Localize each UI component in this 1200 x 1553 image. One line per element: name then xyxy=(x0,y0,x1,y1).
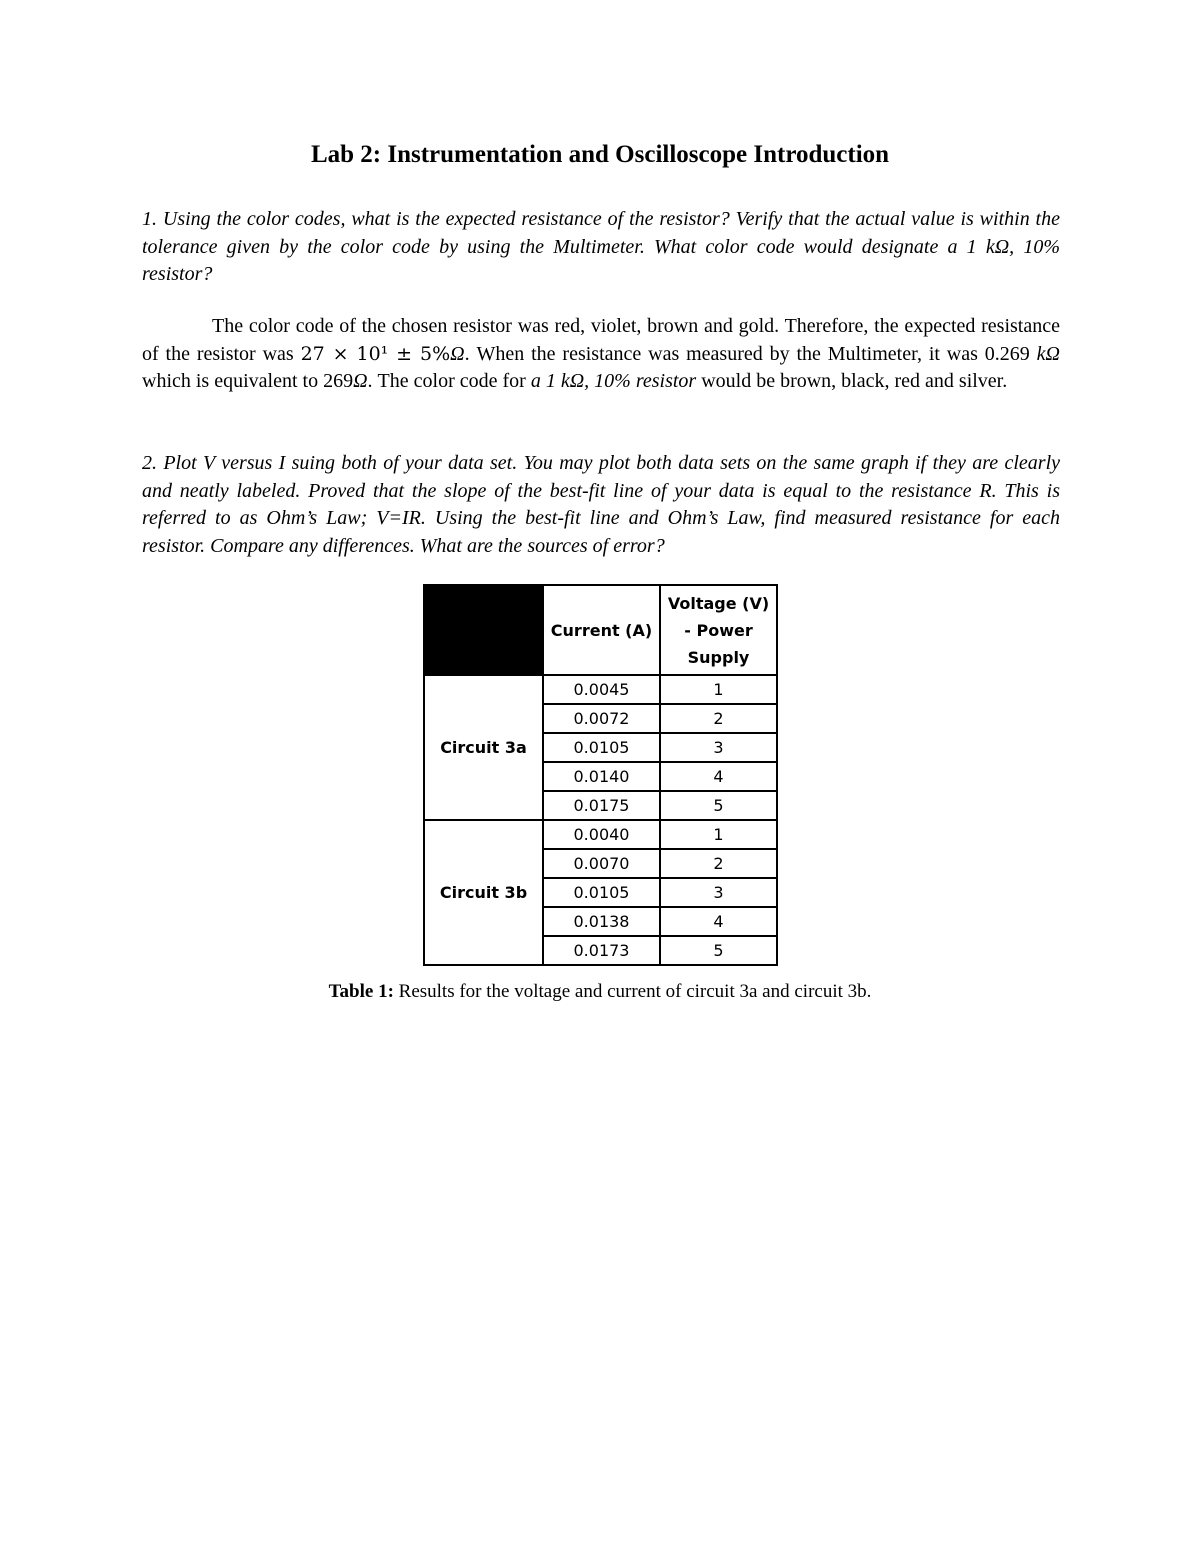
current-cell: 0.0070 xyxy=(543,849,660,878)
answer-1-part-5: would be brown, black, red and silver. xyxy=(696,370,1008,392)
current-cell: 0.0138 xyxy=(543,907,660,936)
current-cell: 0.0175 xyxy=(543,791,660,820)
answer-1-part-4: . The color code for xyxy=(367,370,531,392)
answer-1-part-3: which is equivalent to 269 xyxy=(142,370,354,392)
current-cell: 0.0072 xyxy=(543,704,660,733)
voltage-cell: 2 xyxy=(660,704,777,733)
expected-resistance-unit: Ω xyxy=(450,342,465,365)
header-voltage-line-2: - Power xyxy=(684,620,753,640)
voltage-cell: 3 xyxy=(660,733,777,762)
current-cell: 0.0105 xyxy=(543,878,660,907)
measured-unit: kΩ xyxy=(1036,342,1060,365)
current-cell: 0.0105 xyxy=(543,733,660,762)
results-table xyxy=(423,584,778,966)
voltage-cell: 5 xyxy=(660,791,777,820)
circuit-3b-label: Circuit 3b xyxy=(424,820,543,965)
header-voltage-line-1: Voltage (V) xyxy=(667,593,770,613)
table-row xyxy=(424,675,777,704)
voltage-cell: 5 xyxy=(660,936,777,965)
current-cell: 0.0045 xyxy=(543,675,660,704)
table-header-row xyxy=(424,585,777,675)
question-2: 2. Plot V versus I suing both of your data set. You may plot both data sets on the same graph if they are clearly and neatly labeled. Proved that the slope of the best-fit line of your data is equal to the resistance R. This is referred to as Ohm’s Law; V=IR. Using the best-fit line and Ohm’s Law, find measured resistance for each resistor. Compare any differences. What are the sources of error? xyxy=(142,452,1060,557)
table-row xyxy=(424,820,777,849)
current-cell: 0.0140 xyxy=(543,762,660,791)
answer-1 xyxy=(142,313,1060,396)
voltage-cell: 1 xyxy=(660,675,777,704)
question-1: 1. Using the color codes, what is the expected resistance of the resistor? Verify that the actual value is within the tolerance given by the color code by using the Multimeter. What color code would designate a 1 kΩ, 10% resistor? xyxy=(142,208,1060,285)
table-caption-label: Table 1: xyxy=(328,981,394,1002)
current-cell: 0.0173 xyxy=(543,936,660,965)
current-cell: 0.0040 xyxy=(543,820,660,849)
circuit-3a-label: Circuit 3a xyxy=(424,675,543,820)
header-voltage xyxy=(660,585,777,675)
voltage-cell: 1 xyxy=(660,820,777,849)
voltage-cell: 2 xyxy=(660,849,777,878)
header-current: Current (A) xyxy=(543,585,660,675)
answer-1-part-2: . When the resistance was measured by the Multimeter, it was 0.269 xyxy=(464,342,1037,365)
expected-resistance-math: 27 × 10¹ ± 5% xyxy=(300,342,451,365)
equivalent-unit: Ω xyxy=(353,370,368,392)
answer-1-italic-phrase: a 1 kΩ, 10% resistor xyxy=(530,370,697,392)
voltage-cell: 3 xyxy=(660,878,777,907)
table-caption-text: Results for the voltage and current of circuit 3a and circuit 3b. xyxy=(393,981,872,1002)
table-caption xyxy=(0,981,1200,1003)
header-blank-cell xyxy=(424,585,543,675)
voltage-cell: 4 xyxy=(660,907,777,936)
voltage-cell: 4 xyxy=(660,762,777,791)
header-voltage-line-3: Supply xyxy=(687,647,750,667)
answer-1-part-1: The color code of the chosen resistor was red, violet, brown and gold. Therefore, the expected resistance of the resistor was xyxy=(142,315,1060,365)
document-title: Lab 2: Instrumentation and Oscilloscope Introduction xyxy=(310,141,890,168)
